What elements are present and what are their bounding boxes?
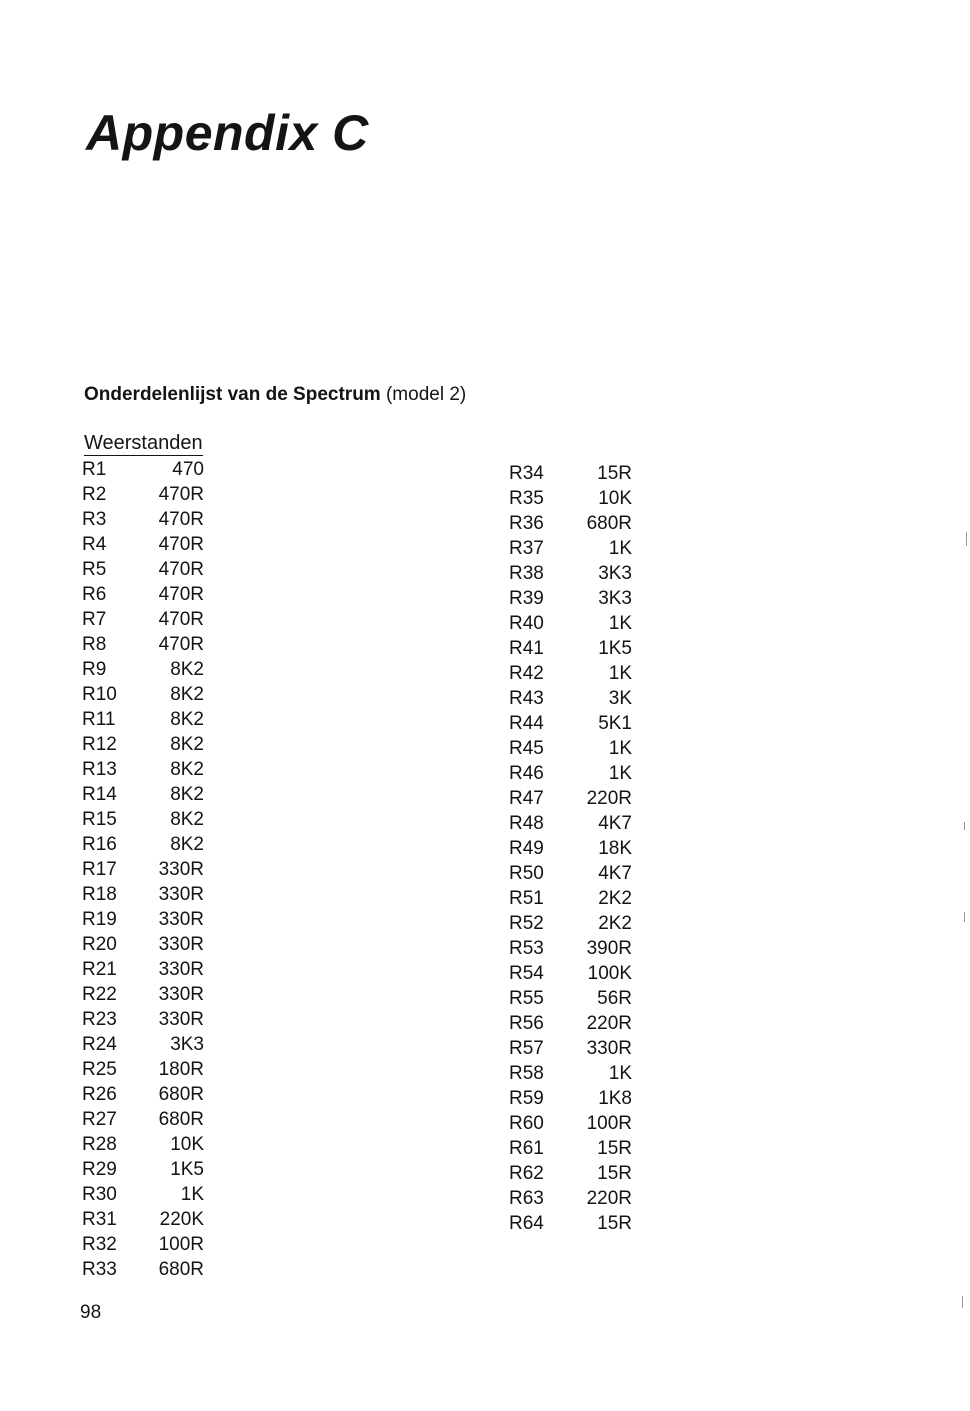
resistor-row [509, 711, 632, 736]
section-heading: Weerstanden [84, 432, 203, 454]
resistor-value: 15R [597, 1138, 632, 1159]
resistor-value: 8K2 [170, 809, 204, 830]
scan-speck [962, 1296, 963, 1308]
resistor-ref: R61 [509, 1138, 544, 1159]
resistor-value: 470R [158, 609, 204, 630]
resistor-ref: R4 [82, 534, 107, 555]
resistor-ref: R63 [509, 1188, 544, 1209]
resistor-ref: R30 [82, 1184, 117, 1205]
resistor-value: 470R [158, 634, 204, 655]
resistor-row [509, 586, 632, 611]
resistor-row [82, 1157, 204, 1182]
resistor-value: 100R [158, 1234, 204, 1255]
resistor-ref: R33 [82, 1259, 117, 1280]
resistor-value: 220K [159, 1209, 204, 1230]
resistor-row [82, 532, 204, 557]
resistor-ref: R18 [82, 884, 117, 905]
resistor-ref: R34 [509, 463, 544, 484]
resistor-value: 470R [158, 559, 204, 580]
resistor-row [82, 832, 204, 857]
resistor-ref: R48 [509, 813, 544, 834]
resistor-row [509, 1011, 632, 1036]
resistor-row [509, 611, 632, 636]
resistor-value: 100K [587, 963, 632, 984]
resistor-value: 3K3 [598, 588, 632, 609]
scan-speck [964, 822, 965, 830]
resistor-value: 8K2 [170, 784, 204, 805]
resistor-ref: R45 [509, 738, 544, 759]
resistor-value: 220R [586, 1013, 632, 1034]
resistor-ref: R14 [82, 784, 117, 805]
resistor-ref: R8 [82, 634, 107, 655]
resistor-ref: R64 [509, 1213, 544, 1234]
resistor-ref: R26 [82, 1084, 117, 1105]
resistor-row [82, 557, 204, 582]
resistor-ref: R55 [509, 988, 544, 1009]
resistor-ref: R46 [509, 763, 544, 784]
resistor-value: 180R [158, 1059, 204, 1080]
resistor-row [509, 636, 632, 661]
resistor-ref: R54 [509, 963, 544, 984]
resistor-value: 470R [158, 584, 204, 605]
resistor-ref: R19 [82, 909, 117, 930]
resistor-row [82, 582, 204, 607]
resistor-row [509, 761, 632, 786]
resistor-row [509, 1161, 632, 1186]
resistor-ref: R59 [509, 1088, 544, 1109]
resistor-value: 680R [158, 1259, 204, 1280]
resistor-ref: R23 [82, 1009, 117, 1030]
resistor-row [509, 686, 632, 711]
resistor-ref: R22 [82, 984, 117, 1005]
resistor-row [509, 961, 632, 986]
resistor-value: 8K2 [170, 684, 204, 705]
page-number: 98 [80, 1302, 102, 1323]
resistor-row [82, 1007, 204, 1032]
resistor-ref: R44 [509, 713, 544, 734]
resistor-value: 8K2 [170, 734, 204, 755]
resistor-value: 470R [158, 534, 204, 555]
resistor-value: 100R [586, 1113, 632, 1134]
resistor-ref: R28 [82, 1134, 117, 1155]
resistor-ref: R51 [509, 888, 544, 909]
resistor-ref: R16 [82, 834, 117, 855]
resistor-value: 10K [598, 488, 632, 509]
resistor-value: 330R [158, 959, 204, 980]
resistor-ref: R12 [82, 734, 117, 755]
resistor-row [509, 1186, 632, 1211]
resistor-value: 15R [597, 1213, 632, 1234]
subtitle-model: (model 2) [385, 384, 467, 405]
resistor-ref: R24 [82, 1034, 117, 1055]
resistor-ref: R40 [509, 613, 544, 634]
resistor-list-left [82, 457, 204, 1282]
resistor-value: 470R [158, 484, 204, 505]
resistor-value: 4K7 [598, 863, 632, 884]
resistor-row [82, 1057, 204, 1082]
resistor-value: 3K3 [170, 1034, 204, 1055]
resistor-ref: R49 [509, 838, 544, 859]
resistor-ref: R39 [509, 588, 544, 609]
resistor-value: 8K2 [170, 709, 204, 730]
resistor-ref: R43 [509, 688, 544, 709]
resistor-row [82, 932, 204, 957]
resistor-row [82, 1032, 204, 1057]
resistor-ref: R38 [509, 563, 544, 584]
resistor-row [509, 1111, 632, 1136]
resistor-row [82, 1207, 204, 1232]
resistor-value: 330R [158, 934, 204, 955]
resistor-value: 1K [608, 1063, 632, 1084]
resistor-row [82, 1132, 204, 1157]
resistor-row [82, 882, 204, 907]
resistor-ref: R1 [82, 459, 107, 480]
resistor-ref: R31 [82, 1209, 117, 1230]
resistor-value: 5K1 [598, 713, 632, 734]
resistor-row [509, 561, 632, 586]
resistor-ref: R36 [509, 513, 544, 534]
resistor-value: 1K [608, 738, 632, 759]
resistor-row [509, 986, 632, 1011]
resistor-row [82, 807, 204, 832]
resistor-row [82, 1107, 204, 1132]
resistor-row [82, 782, 204, 807]
resistor-ref: R37 [509, 538, 544, 559]
resistor-value: 56R [597, 988, 632, 1009]
scan-speck [964, 912, 965, 922]
resistor-value: 4K7 [598, 813, 632, 834]
resistor-value: 18K [598, 838, 632, 859]
resistor-value: 15R [597, 463, 632, 484]
subtitle-bold: Onderdelenlijst van de Spectrum [84, 384, 381, 405]
resistor-ref: R11 [82, 709, 116, 730]
resistor-row [509, 936, 632, 961]
resistor-ref: R2 [82, 484, 107, 505]
resistor-value: 680R [158, 1084, 204, 1105]
resistor-row [509, 786, 632, 811]
resistor-row [509, 486, 632, 511]
resistor-row [82, 1182, 204, 1207]
resistor-row [509, 536, 632, 561]
resistor-value: 1K [608, 613, 632, 634]
resistor-row [82, 1082, 204, 1107]
resistor-row [82, 607, 204, 632]
resistor-ref: R20 [82, 934, 117, 955]
resistor-value: 3K [608, 688, 632, 709]
resistor-ref: R32 [82, 1234, 117, 1255]
resistor-value: 1K5 [598, 638, 632, 659]
resistor-value: 1K8 [598, 1088, 632, 1109]
resistor-ref: R5 [82, 559, 107, 580]
resistor-ref: R17 [82, 859, 117, 880]
subtitle [84, 384, 466, 406]
resistor-ref: R42 [509, 663, 544, 684]
resistor-value: 390R [586, 938, 632, 959]
resistor-value: 1K [608, 538, 632, 559]
scan-speck [966, 532, 967, 546]
resistor-row [82, 507, 204, 532]
resistor-list-right [509, 461, 632, 1236]
resistor-ref: R56 [509, 1013, 544, 1034]
resistor-value: 330R [158, 984, 204, 1005]
resistor-ref: R3 [82, 509, 107, 530]
resistor-value: 8K2 [170, 834, 204, 855]
resistor-ref: R13 [82, 759, 117, 780]
resistor-ref: R15 [82, 809, 117, 830]
page-title: Appendix C [86, 105, 369, 161]
resistor-row [509, 861, 632, 886]
resistor-value: 10K [170, 1134, 204, 1155]
resistor-value: 330R [158, 884, 204, 905]
resistor-value: 220R [586, 788, 632, 809]
resistor-value: 1K [608, 663, 632, 684]
resistor-value: 1K5 [170, 1159, 204, 1180]
resistor-row [509, 1211, 632, 1236]
resistor-row [509, 886, 632, 911]
resistor-ref: R21 [82, 959, 117, 980]
resistor-value: 680R [586, 513, 632, 534]
resistor-value: 8K2 [170, 659, 204, 680]
resistor-row [82, 1257, 204, 1282]
resistor-row [82, 732, 204, 757]
resistor-row [509, 1086, 632, 1111]
resistor-ref: R25 [82, 1059, 117, 1080]
resistor-row [82, 957, 204, 982]
resistor-row [82, 1232, 204, 1257]
resistor-value: 1K [180, 1184, 204, 1205]
resistor-ref: R41 [509, 638, 544, 659]
resistor-row [82, 907, 204, 932]
resistor-row [82, 757, 204, 782]
resistor-value: 470R [158, 509, 204, 530]
resistor-value: 1K [608, 763, 632, 784]
resistor-value: 330R [158, 859, 204, 880]
resistor-value: 220R [586, 1188, 632, 1209]
resistor-row [509, 1061, 632, 1086]
resistor-row [509, 811, 632, 836]
resistor-ref: R9 [82, 659, 107, 680]
resistor-row [509, 1136, 632, 1161]
resistor-row [509, 511, 632, 536]
resistor-row [509, 736, 632, 761]
resistor-ref: R58 [509, 1063, 544, 1084]
resistor-row [82, 457, 204, 482]
resistor-row [509, 661, 632, 686]
resistor-ref: R29 [82, 1159, 117, 1180]
resistor-row [82, 682, 204, 707]
resistor-ref: R10 [82, 684, 117, 705]
resistor-row [82, 632, 204, 657]
resistor-row [509, 461, 632, 486]
resistor-row [82, 657, 204, 682]
resistor-row [82, 982, 204, 1007]
resistor-ref: R6 [82, 584, 107, 605]
resistor-value: 2K2 [598, 913, 632, 934]
resistor-value: 470 [172, 459, 204, 480]
resistor-value: 330R [158, 1009, 204, 1030]
resistor-ref: R50 [509, 863, 544, 884]
resistor-row [509, 911, 632, 936]
resistor-row [82, 707, 204, 732]
resistor-ref: R52 [509, 913, 544, 934]
resistor-row [82, 857, 204, 882]
resistor-ref: R53 [509, 938, 544, 959]
resistor-value: 330R [158, 909, 204, 930]
resistor-ref: R47 [509, 788, 544, 809]
resistor-ref: R7 [82, 609, 107, 630]
resistor-row [509, 1036, 632, 1061]
resistor-ref: R57 [509, 1038, 544, 1059]
resistor-value: 15R [597, 1163, 632, 1184]
resistor-value: 8K2 [170, 759, 204, 780]
resistor-value: 3K3 [598, 563, 632, 584]
resistor-value: 680R [158, 1109, 204, 1130]
resistor-row [509, 836, 632, 861]
resistor-ref: R27 [82, 1109, 117, 1130]
resistor-ref: R35 [509, 488, 544, 509]
resistor-ref: R62 [509, 1163, 544, 1184]
resistor-ref: R60 [509, 1113, 544, 1134]
resistor-value: 330R [586, 1038, 632, 1059]
resistor-value: 2K2 [598, 888, 632, 909]
resistor-row [82, 482, 204, 507]
